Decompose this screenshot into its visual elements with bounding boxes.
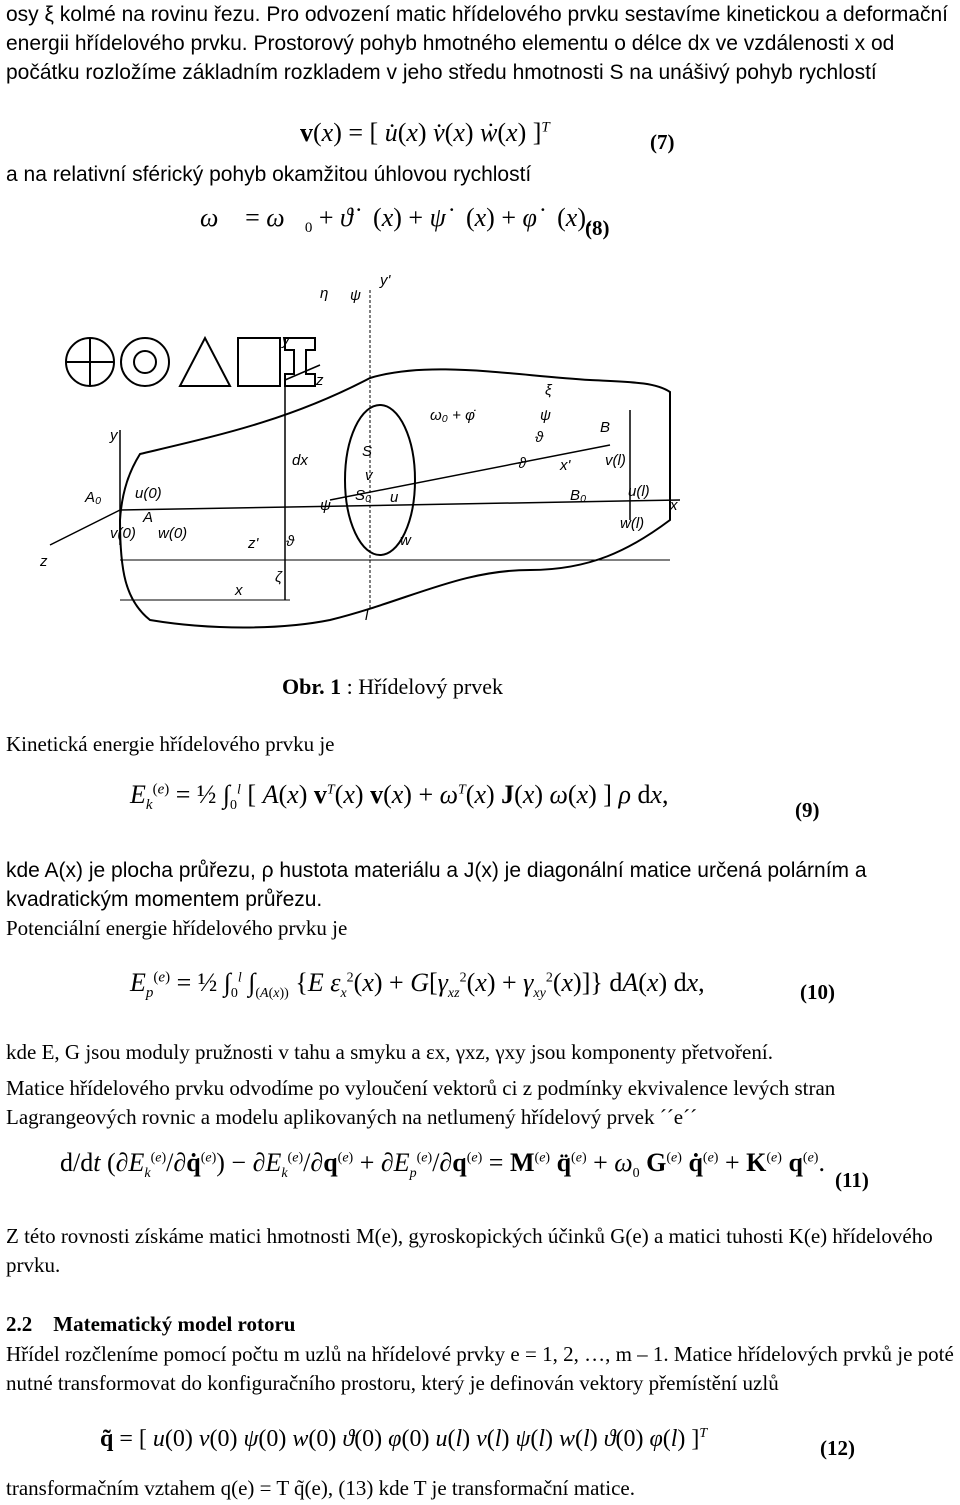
- section-paragraph: Hřídel rozčleníme pomocí počtu m uzlů na hřídelové prvky e = 1, 2, …, m – 1. Matice hřídelových prvků je poté nutné transformovat do konfiguračního prostoru, který je definován vektory přemístění uzlů: [6, 1342, 954, 1395]
- label-x-prime: x': [560, 457, 571, 474]
- equation-9-number: (9): [795, 798, 820, 822]
- label-wl: w(l): [620, 515, 645, 532]
- label-y-left: y: [110, 427, 118, 444]
- label-theta-right: ϑ: [518, 455, 527, 472]
- label-x-right: x: [670, 497, 678, 514]
- label-B0: B₀: [570, 487, 587, 504]
- section-heading: [6, 1312, 295, 1337]
- section-number: 2.2: [6, 1312, 33, 1336]
- potential-intro: Potenciální energie hřídelového prvku je: [6, 916, 348, 940]
- label-dx: dx: [292, 452, 308, 469]
- label-v0: v(0): [110, 525, 136, 542]
- label-eta: η: [320, 285, 329, 302]
- label-w: w: [400, 532, 411, 549]
- label-S: S: [362, 443, 373, 460]
- equation-8-number: (8): [585, 216, 610, 240]
- label-theta-mid: ϑ: [535, 429, 544, 446]
- equation-12: q̃ = [ u(0) v(0) ψ(0) w(0) ϑ(0) φ(0) u(l) v(l) ψ(l) w(l) ϑ(0) φ(l) ]$^T$: [100, 1426, 708, 1452]
- label-psi-right: ψ: [540, 407, 551, 424]
- triangle-section-icon: [180, 338, 230, 386]
- section-title: Matematický model rotoru: [53, 1312, 296, 1336]
- cross-section-icons: [66, 338, 315, 386]
- equation-10-number: (10): [800, 980, 835, 1004]
- intro-text: osy ξ kolmé na rovinu řezu. Pro odvození matic hřídelového prvku sestavíme kinetickou a deformační energii hřídelového prvku. Prostorový pohyb hmotného elementu o délce dx ve vzdálenosti x od počátku rozložíme základním rozkladem v jeho středu hmotnosti S na unášivý pohyb rychlostí: [6, 3, 949, 84]
- label-y-top: y: [282, 332, 290, 349]
- label-psi-mid: ψ: [320, 497, 331, 514]
- label-psi-top: ψ: [350, 287, 361, 304]
- label-z-top: z: [316, 372, 324, 389]
- label-v: v: [365, 467, 373, 484]
- equation-10: $E_p^{(e)}$ = ½ $\int_0^l$ $\int_{(A(x))}$ {E $\varepsilon_x^2(x) + G[\gamma_{xz}^2(x) + \gamma_{xy}^2(x)]$} dA(x) dx,: [130, 968, 705, 1002]
- caption-text: : Hřídelový prvek: [341, 674, 503, 699]
- label-u0: u(0): [135, 485, 162, 502]
- label-z-prime: z': [248, 535, 259, 552]
- label-B: B: [600, 419, 611, 436]
- kinetic-after: kde A(x) je plocha průřezu, ρ hustota materiálu a J(x) je diagonální matice určená polárním a kvadratickým momentem průřezu.: [6, 859, 867, 911]
- equation-7-number: (7): [650, 130, 675, 154]
- label-vl: v(l): [605, 452, 626, 469]
- caption-label: Obr. 1: [282, 674, 342, 699]
- label-S0: S₀: [355, 487, 372, 504]
- intro-paragraph: [6, 0, 954, 87]
- equation-8: ω⃗ = $\omega⃗_0$ + ϑ̇⃗(x) + ψ̇⃗(x) + φ̇⃗(x).: [200, 203, 593, 237]
- equation-7: v(x) = [ u̇(x) v̇(x) ẇ(x) ]$^T$: [300, 118, 550, 147]
- shaft-element-figure: [30, 270, 730, 650]
- label-x-bottom: x: [235, 582, 243, 599]
- square-section-icon: [238, 338, 280, 386]
- equation-11-number: (11): [835, 1168, 869, 1192]
- figure-caption: [282, 672, 503, 701]
- label-A0: A₀: [85, 489, 102, 506]
- intro-paragraph-2: [6, 160, 954, 189]
- label-ul: u(l): [628, 483, 650, 500]
- equation-9: $E_k^{(e)}$ = ½ $\int_0^l$ [ A(x) $v^T(x) v(x) + \omega^T(x)$ J(x) ω(x) ] ρ dx,: [130, 780, 669, 814]
- equation-11: d/dt $(\partial E_k^{(e)}/\partial q̇^{(e)}) - \partial E_k^{(e)}/\partial q^{(e)} + \partial E_p^{(e)}/\partial q^{(e)} = M^{(e)}$ q̈$^{(e)}$ + $\omega_0$ $G^{(e)}$ q̇$^{(e)}$ + $K^{(e)}$ $q^{(e)}$.: [60, 1148, 825, 1182]
- matrices-paragraph: Matice hřídelového prvku odvodíme po vyloučení vektorů ci z podmínky ekvivalence levých stran Lagrangeových rovnic a modelu aplikovaných na netlumený hřídelový prvek ´´e´´: [6, 1076, 836, 1129]
- label-xi: ξ: [545, 382, 552, 399]
- kinetic-intro: Kinetická energie hřídelového prvku je: [6, 732, 335, 756]
- hollow-circle-section-icon: [121, 338, 169, 386]
- label-z-left: z: [40, 553, 48, 570]
- potential-after: kde E, G jsou moduly pružnosti v tahu a smyku a εx, γxz, γxy jsou komponenty přetvoření.: [6, 1040, 773, 1064]
- label-w0: w(0): [158, 525, 188, 542]
- matrices-after: Z této rovnosti získáme matici hmotnosti M(e), gyroskopických účinků G(e) a matici tuhosti K(e) hřídelového prvku.: [6, 1224, 933, 1277]
- label-l-bottom: l: [365, 607, 369, 624]
- x-axis: [120, 500, 680, 510]
- label-y-prime: y': [380, 272, 391, 289]
- label-zeta: ζ: [275, 569, 282, 586]
- equation-12-number: (12): [820, 1436, 855, 1460]
- label-omega: ω₀ + φ̇: [430, 407, 475, 424]
- label-theta-bottom: ϑ: [286, 533, 295, 550]
- intro-text-2: a na relativní sférický pohyb okamžitou úhlovou rychlostí: [6, 163, 532, 186]
- transformation-sentence: transformačním vztahem q(e) = T q̃(e), (13) kde T je transformační matice.: [6, 1476, 635, 1500]
- label-u: u: [390, 489, 399, 506]
- label-A: A: [143, 509, 154, 526]
